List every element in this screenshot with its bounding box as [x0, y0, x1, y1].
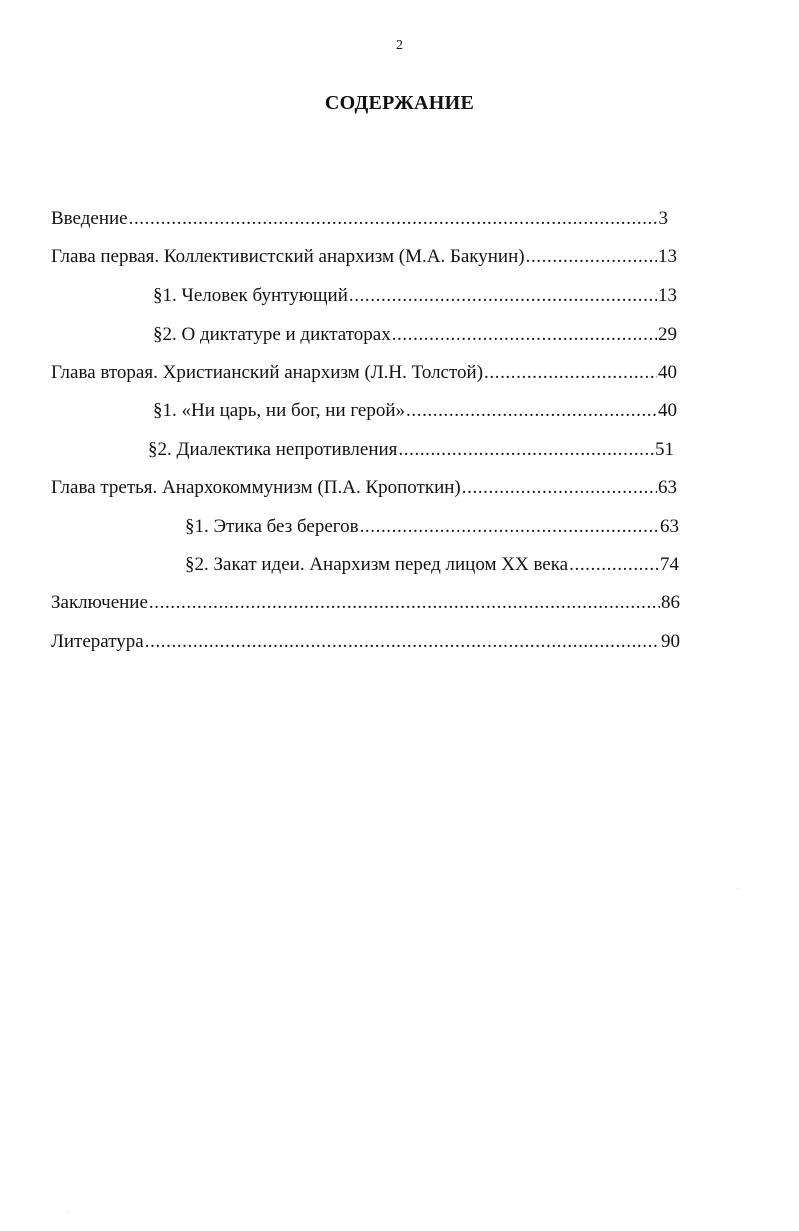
- toc-entry-text: §1. Человек бунтующий: [153, 285, 348, 306]
- toc-entry-chapter-2: [51, 361, 677, 385]
- toc-entry-text: Глава первая. Коллективистский анархизм (М.А. Бакунин): [51, 246, 525, 267]
- toc-entry-text: Литература: [51, 631, 144, 652]
- toc-entry-chapter-3-section-1: [185, 515, 679, 539]
- toc-dot-leader: [149, 591, 660, 615]
- toc-dot-leader: [392, 323, 657, 347]
- toc-entry-page: 63: [660, 516, 679, 537]
- toc-dot-leader: [406, 399, 657, 423]
- toc-entry-page: 13: [658, 246, 677, 267]
- toc-entry-page: 90: [661, 631, 680, 652]
- toc-entry-literature: [51, 630, 680, 654]
- toc-entry-page: 3: [658, 208, 668, 229]
- toc-entry-page: 86: [661, 592, 680, 613]
- toc-entry-page: 40: [658, 362, 677, 383]
- toc-entry-page: 63: [658, 477, 677, 498]
- toc-entry-page: 13: [658, 285, 677, 306]
- toc-entry-page: 29: [658, 324, 677, 345]
- toc-dot-leader: [484, 361, 657, 385]
- toc-entry-introduction: [51, 207, 668, 231]
- toc-entry-page: 74: [660, 554, 679, 575]
- toc-entry-chapter-2-section-1: [153, 399, 677, 423]
- toc-entry-page: 40: [658, 400, 677, 421]
- toc-entry-conclusion: [51, 591, 680, 615]
- toc-entry-text: §2. Закат идеи. Анархизм перед лицом XX века: [185, 554, 569, 575]
- scan-speck: [68, 1212, 69, 1213]
- toc-entry-page: 51: [655, 439, 674, 460]
- toc-entry-text: §1. Этика без берегов: [185, 516, 359, 537]
- toc-dot-leader: [145, 630, 660, 654]
- scan-speck: [737, 888, 738, 889]
- toc-entry-chapter-1-section-1: [153, 284, 677, 308]
- toc-entry-chapter-1: [51, 245, 677, 269]
- toc-entry-chapter-1-section-2: [153, 323, 677, 347]
- toc-entry-text: Введение: [51, 208, 128, 229]
- toc-entry-chapter-2-section-2: [148, 438, 674, 462]
- toc-dot-leader: [129, 207, 658, 231]
- toc-entry-text: Глава третья. Анархокоммунизм (П.А. Кропоткин): [51, 477, 461, 498]
- toc-entry-text: §1. «Ни царь, ни бог, ни герой»: [153, 400, 406, 421]
- toc-entry-text: Глава вторая. Христианский анархизм (Л.Н. Толстой): [51, 362, 484, 383]
- toc-dot-leader: [569, 553, 659, 577]
- toc-dot-leader: [349, 284, 657, 308]
- toc-entry-text: §2. О диктатуре и диктаторах: [153, 324, 391, 345]
- page-title: СОДЕРЖАНИЕ: [324, 92, 475, 114]
- toc-entry-chapter-3-section-2: [185, 553, 679, 577]
- toc-dot-leader: [462, 476, 657, 500]
- toc-dot-leader: [360, 515, 659, 539]
- toc-dot-leader: [526, 245, 657, 269]
- toc-entry-text: §2. Диалектика непротивления: [148, 439, 398, 460]
- toc-entry-text: Заключение: [51, 592, 148, 613]
- page-number: 2: [396, 38, 403, 53]
- toc-dot-leader: [398, 438, 654, 462]
- toc-entry-chapter-3: [51, 476, 677, 500]
